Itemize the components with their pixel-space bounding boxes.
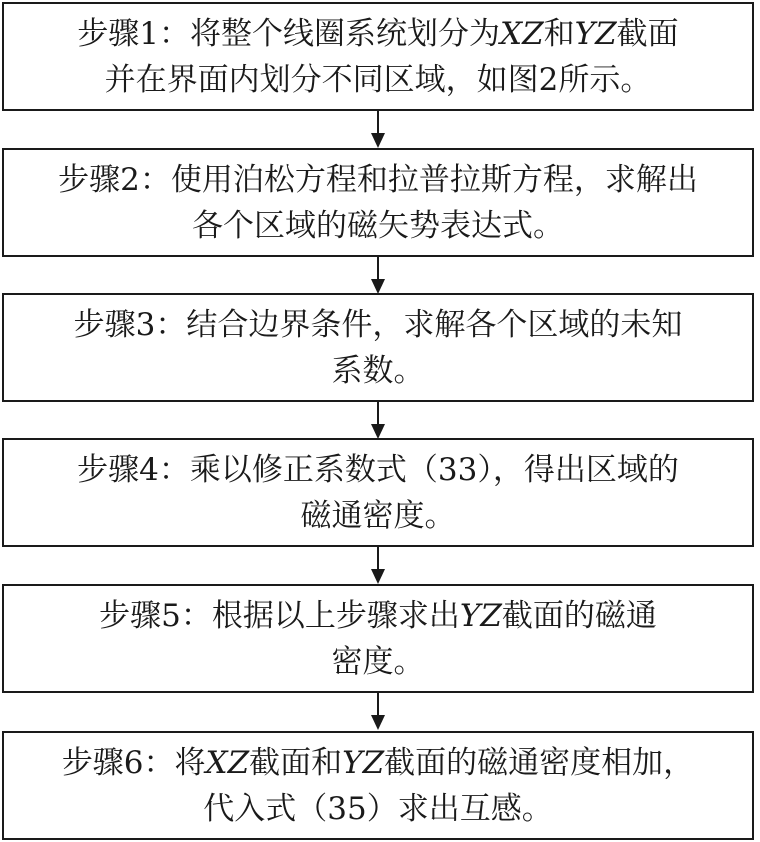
step-3-line-2: 系数。 — [331, 352, 425, 389]
step-3-line-1: 步骤3：结合边界条件，求解各个区域的未知 — [73, 306, 683, 343]
step-5-line-2: 密度。 — [331, 643, 425, 680]
variable-yz: YZ — [342, 744, 385, 781]
step-2-line-2: 各个区域的磁矢势表达式。 — [192, 207, 564, 244]
arrow-down-icon — [370, 547, 386, 584]
arrow-down-icon — [370, 111, 386, 148]
arrow-down-icon — [370, 402, 386, 439]
step-6-box — [2, 731, 754, 840]
step-1-line-2: 并在界面内划分不同区域，如图2所示。 — [104, 61, 652, 98]
step-3-box — [2, 293, 754, 402]
step-5-box — [2, 584, 754, 693]
arrow-down-icon — [370, 257, 386, 294]
step-1-line-1: 步骤1：将整个线圈系统划分为XZ和YZ截面 — [77, 15, 679, 52]
step-1-box — [2, 2, 754, 111]
variable-xz: XZ — [205, 744, 250, 781]
variable-yz: YZ — [574, 15, 617, 52]
variable-yz: YZ — [459, 597, 502, 634]
step-5-line-1: 步骤5：根据以上步骤求出YZ截面的磁通 — [99, 597, 657, 634]
step-6-line-1: 步骤6：将XZ截面和YZ截面的磁通密度相加， — [61, 744, 695, 781]
variable-xz: XZ — [500, 15, 544, 52]
arrow-down-icon — [370, 693, 386, 730]
step-6-line-2: 代入式（35）求出互感。 — [203, 790, 553, 827]
step-2-line-1: 步骤2：使用泊松方程和拉普拉斯方程，求解出 — [58, 161, 698, 198]
step-2-box — [2, 148, 754, 257]
step-4-box — [2, 438, 754, 547]
step-4-line-2: 磁通密度。 — [300, 497, 456, 534]
step-4-line-1: 步骤4：乘以修正系数式（33），得出区域的 — [77, 451, 679, 488]
